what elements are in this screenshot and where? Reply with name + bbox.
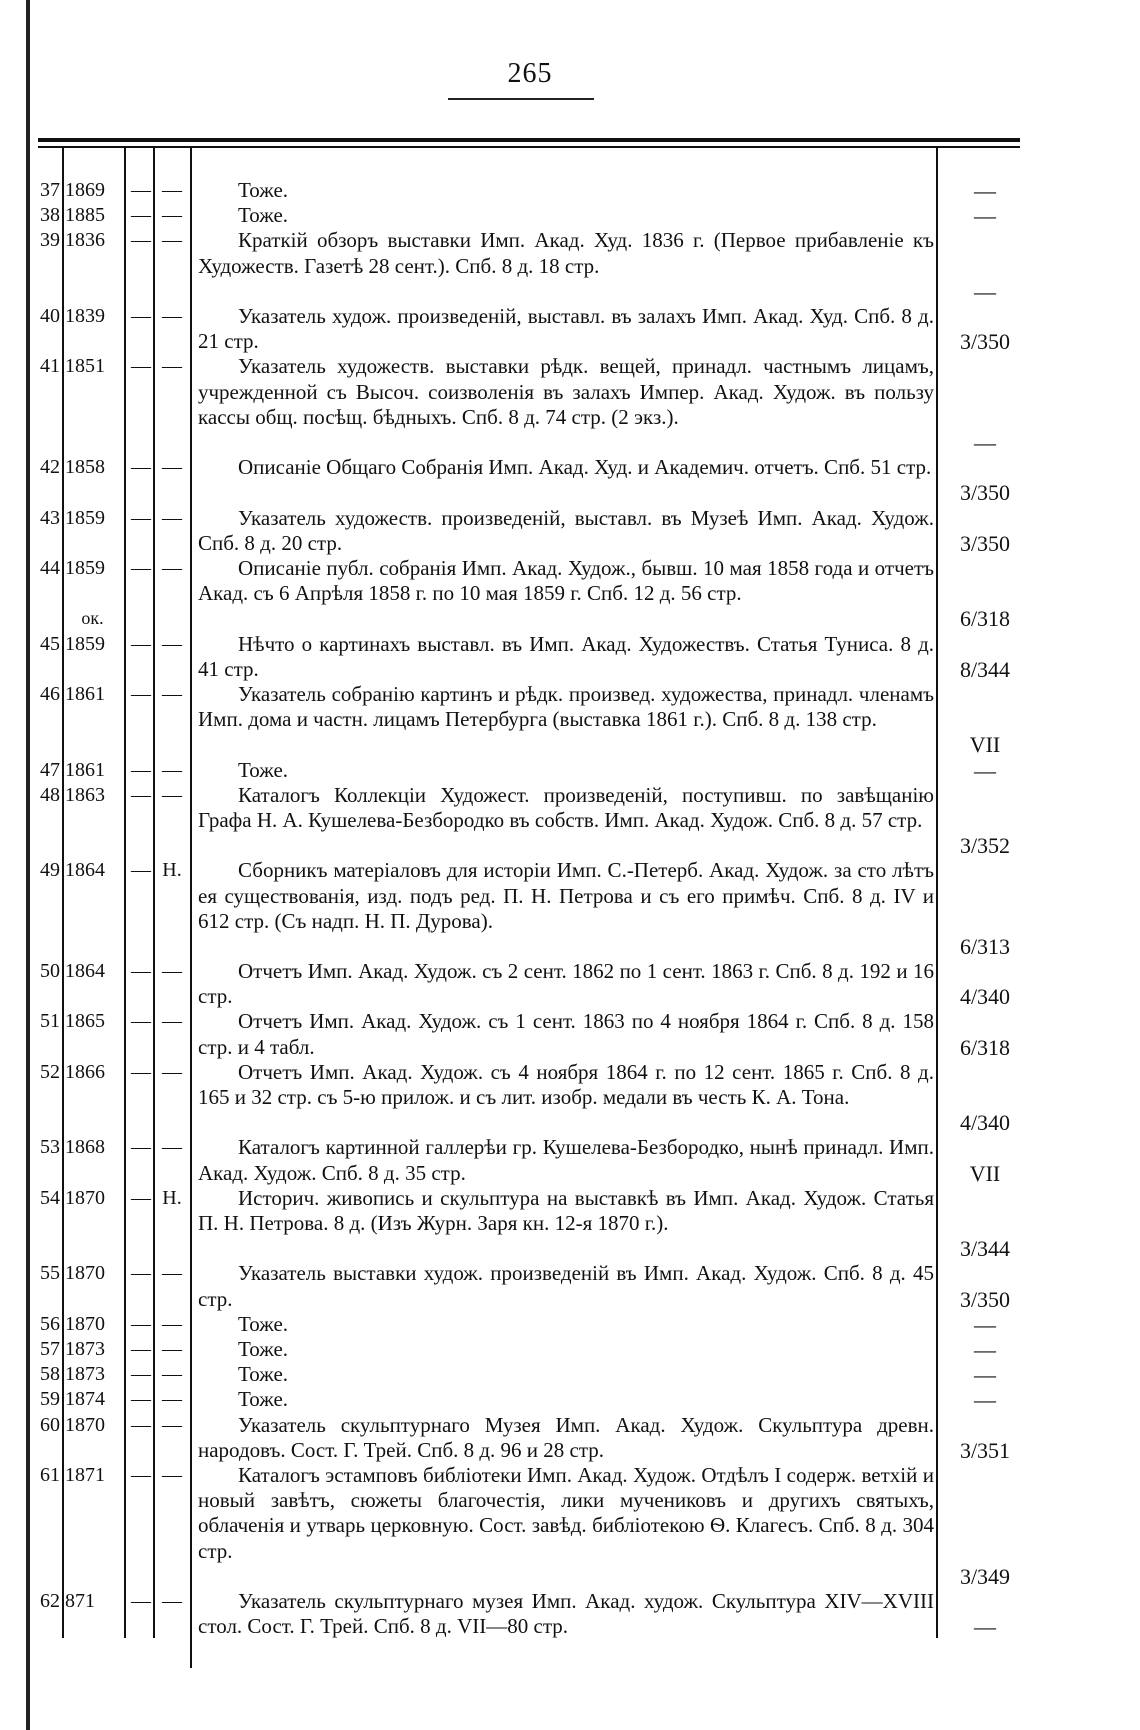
- entry-mark-2: —: [162, 1413, 182, 1436]
- entry-reference: VII: [969, 1160, 1001, 1186]
- table-row: [0, 1186, 1140, 1262]
- entry-description: Указатель скульптурнаго музея Имп. Акад. худож. Скульптура XIV—XVIII стол. Сост. Г. Трей. Спб. 8 д. VII—80 стр.: [198, 1588, 934, 1639]
- entry-mark-2: —: [162, 1338, 182, 1361]
- entry-reference: 6/318: [959, 1034, 1011, 1060]
- entry-mark-1: —: [131, 1312, 151, 1335]
- entry-mark-2: —: [162, 1363, 182, 1386]
- entry-reference: —: [974, 203, 996, 229]
- entry-description: Отчетъ Имп. Акад. Худож. съ 4 ноября 1864 г. по 12 сент. 1865 г. Спб. 8 д. 165 и 32 стр. съ 5-ю прилож. и съ лит. изобр. медали въ честь К. А. Тона.: [198, 1059, 934, 1110]
- entry-description: Краткій обзоръ выставки Имп. Акад. Худ. 1836 г. (Первое прибавленіе къ Художеств. Газетѣ 28 сент.). Спб. 8 д. 18 стр.: [198, 228, 934, 278]
- entry-year: 1870: [65, 1413, 105, 1436]
- entry-number: 60: [40, 1413, 60, 1436]
- entry-year: 1859: [65, 556, 105, 579]
- entry-mark-1: —: [131, 632, 151, 655]
- table-row: [0, 354, 1140, 455]
- entry-mark-2: —: [162, 1388, 182, 1411]
- entry-reference: 3/350: [959, 530, 1011, 556]
- entry-year-cell: [65, 354, 120, 379]
- entry-mark-2: —: [162, 506, 182, 529]
- entry-year-cell: [65, 1135, 120, 1160]
- table-row: [0, 758, 1140, 783]
- table-row: [0, 1337, 1140, 1362]
- page-number: 265: [507, 58, 553, 89]
- entry-year-cell: [65, 556, 120, 581]
- entry-mark-1: —: [131, 1136, 151, 1159]
- table-row: [0, 1261, 1140, 1311]
- entry-number: 41: [40, 355, 60, 378]
- entry-mark-1: —: [131, 1413, 151, 1436]
- entry-description: Указатель собранію картинъ и рѣдк. произвед. художества, принадл. членамъ Имп. дома и частн. лицамъ Петербурга (выставка 1861 г.). Спб. 8 д. 138 стр.: [198, 681, 934, 732]
- entry-mark-1: —: [131, 456, 151, 479]
- entry-mark-2: —: [162, 758, 182, 781]
- entry-description: Нѣчто о картинахъ выставл. въ Имп. Акад. Художествъ. Статья Туниса. 8 д. 41 стр.: [198, 631, 934, 681]
- entry-number: 43: [40, 506, 60, 529]
- entry-reference: 3/344: [959, 1236, 1011, 1262]
- entry-mark-1: —: [131, 506, 151, 529]
- entry-number: 55: [40, 1262, 60, 1285]
- entry-reference: —: [974, 1387, 996, 1413]
- entry-year-cell: [65, 1337, 120, 1362]
- entry-number: 50: [40, 960, 60, 983]
- entry-year-cell: [65, 178, 120, 203]
- entry-reference: 6/313: [959, 933, 1011, 959]
- entry-reference: VII: [969, 732, 1001, 758]
- entry-description: Описаніе публ. собранія Имп. Акад. Худож., бывш. 10 мая 1858 года и отчетъ Акад. съ 6 Апрѣля 1858 г. по 10 мая 1859 г. Спб. 12 д. 56 стр.: [198, 555, 934, 606]
- entry-reference: 3/349: [959, 1563, 1011, 1589]
- entry-year-cell: [65, 1186, 120, 1211]
- entry-year: 1864: [65, 859, 105, 882]
- entry-year: 1836: [65, 229, 105, 252]
- entry-reference: —: [974, 1362, 996, 1388]
- entry-mark-2: —: [162, 204, 182, 227]
- table-row: [0, 1060, 1140, 1136]
- entry-mark-2: —: [162, 1060, 182, 1083]
- entry-year-cell: [65, 506, 120, 531]
- entry-year: 1871: [65, 1463, 105, 1486]
- entry-reference: 3/350: [959, 1286, 1011, 1312]
- entry-year: 1859: [65, 632, 105, 655]
- entry-mark-2: —: [162, 1589, 182, 1612]
- entry-year: 1885: [65, 204, 105, 227]
- table-row: [0, 556, 1140, 632]
- entry-mark-1: —: [131, 179, 151, 201]
- entry-mark-1: —: [131, 556, 151, 579]
- entry-mark-1: —: [131, 960, 151, 983]
- table-row: [0, 1413, 1140, 1463]
- entry-reference: 4/340: [959, 984, 1011, 1010]
- entry-reference: —: [974, 178, 996, 203]
- entry-number: 42: [40, 456, 60, 479]
- entry-mark-2: —: [162, 682, 182, 705]
- entry-description: Тоже.: [238, 203, 289, 228]
- entry-mark-2: —: [162, 304, 182, 327]
- entry-number: 56: [40, 1312, 60, 1335]
- entry-mark-2: —: [162, 783, 182, 806]
- entry-number: 38: [40, 204, 60, 227]
- entry-mark-1: —: [131, 204, 151, 227]
- table-row: [0, 959, 1140, 1009]
- entry-description: Тоже.: [238, 1362, 289, 1387]
- entry-mark-2: Н.: [162, 1186, 182, 1209]
- entry-year: 1851: [65, 355, 105, 378]
- entry-year: 1859: [65, 506, 105, 529]
- entry-number: 61: [40, 1463, 60, 1486]
- entry-description: Тоже.: [238, 1337, 289, 1362]
- catalog-table: [0, 178, 1140, 1639]
- entry-year-cell: [65, 455, 120, 480]
- entry-mark-1: —: [131, 229, 151, 252]
- entry-year: 1864: [65, 960, 105, 983]
- entry-description: Указатель худож. произведеній, выставл. въ залахъ Имп. Акад. Худ. Спб. 8 д. 21 стр.: [198, 303, 934, 354]
- entry-reference: 3/352: [959, 833, 1011, 859]
- entry-number: 40: [40, 304, 60, 327]
- table-row: [0, 1135, 1140, 1185]
- entry-year-cell: [65, 1060, 120, 1085]
- entry-mark-1: —: [131, 1363, 151, 1386]
- table-row: [0, 1362, 1140, 1387]
- entry-mark-1: —: [131, 783, 151, 806]
- entry-mark-2: —: [162, 556, 182, 579]
- table-row: [0, 203, 1140, 228]
- entry-year: 1861: [65, 758, 105, 781]
- entry-year: 1863: [65, 783, 105, 806]
- entry-description: Тоже.: [238, 1387, 289, 1412]
- entry-mark-2: —: [162, 1463, 182, 1486]
- table-row: [0, 1387, 1140, 1412]
- entry-year-cell: [65, 1463, 120, 1488]
- entry-reference: 4/340: [959, 1110, 1011, 1136]
- entry-reference: 3/350: [959, 329, 1011, 355]
- entry-description: Тоже.: [238, 178, 289, 202]
- entry-mark-1: —: [131, 1060, 151, 1083]
- entry-mark-1: —: [131, 1010, 151, 1033]
- entry-year: 1873: [65, 1338, 105, 1361]
- header-rule-thin: [38, 146, 1020, 148]
- entry-reference: —: [974, 1614, 996, 1640]
- table-row: [0, 682, 1140, 758]
- entry-number: 44: [40, 556, 60, 579]
- table-row: [0, 783, 1140, 859]
- entry-reference: —: [974, 1337, 996, 1363]
- table-row: [0, 178, 1140, 203]
- entry-number: 47: [40, 758, 60, 781]
- page-number-rule: [448, 98, 594, 100]
- entry-year-cell: [65, 608, 120, 657]
- entry-mark-2: —: [162, 229, 182, 252]
- entry-year: 1873: [65, 1363, 105, 1386]
- entry-reference: —: [974, 278, 996, 304]
- entry-number: 59: [40, 1388, 60, 1411]
- entry-mark-1: —: [131, 1186, 151, 1209]
- entry-reference: 3/351: [959, 1437, 1011, 1463]
- table-row: [0, 455, 1140, 505]
- entry-year: 1868: [65, 1136, 105, 1159]
- entry-year-cell: [65, 1413, 120, 1438]
- entry-year: 1861: [65, 682, 105, 705]
- entry-mark-1: —: [131, 1463, 151, 1486]
- entry-mark-2: —: [162, 632, 182, 655]
- entry-number: 53: [40, 1136, 60, 1159]
- entry-year-cell: [65, 758, 120, 783]
- entry-year-cell: [65, 203, 120, 228]
- table-row: [0, 1589, 1140, 1639]
- entry-mark-1: —: [131, 1589, 151, 1612]
- entry-number: 52: [40, 1060, 60, 1083]
- entry-number: 37: [40, 179, 60, 201]
- entry-reference: 8/344: [959, 656, 1011, 682]
- entry-description: Указатель выставки худож. произведеній въ Имп. Акад. Худож. Спб. 8 д. 45 стр.: [198, 1261, 934, 1311]
- entry-mark-2: —: [162, 960, 182, 983]
- entry-year-cell: [65, 1362, 120, 1387]
- table-row: [0, 858, 1140, 959]
- entry-description: Тоже.: [238, 1311, 289, 1336]
- entry-reference: 6/318: [959, 606, 1011, 632]
- entry-mark-1: —: [131, 758, 151, 781]
- entry-mark-2: —: [162, 355, 182, 378]
- table-row: [0, 1312, 1140, 1337]
- entry-year-cell: [65, 1312, 120, 1337]
- entry-year: 1870: [65, 1312, 105, 1335]
- entry-mark-2: Н.: [162, 859, 182, 882]
- entry-year-cell: [65, 304, 120, 329]
- entry-number: 51: [40, 1010, 60, 1033]
- entry-mark-1: —: [131, 682, 151, 705]
- entry-reference: —: [974, 1311, 996, 1337]
- entry-year-cell: [65, 228, 120, 253]
- entry-description: Историч. живопись и скульптура на выставкѣ въ Имп. Акад. Худож. Статья П. Н. Петрова. 8 д. (Изъ Журн. Заря кн. 12-я 1870 г.).: [198, 1185, 934, 1236]
- entry-year-cell: [65, 1589, 120, 1614]
- entry-mark-2: —: [162, 456, 182, 479]
- entry-year: 871: [65, 1589, 95, 1612]
- entry-number: 54: [40, 1186, 60, 1209]
- entry-number: 46: [40, 682, 60, 705]
- entry-year-cell: [65, 783, 120, 808]
- entry-year-cell: [65, 682, 120, 707]
- entry-mark-1: —: [131, 859, 151, 882]
- header-rule: [38, 138, 1020, 142]
- entry-description: Отчетъ Имп. Акад. Худож. съ 2 сент. 1862 по 1 сент. 1863 г. Спб. 8 д. 192 и 16 стр.: [198, 959, 934, 1009]
- entry-mark-1: —: [131, 1388, 151, 1411]
- year-prefix: ок.: [81, 608, 104, 629]
- entry-description: Тоже.: [238, 757, 289, 782]
- entry-year: 1866: [65, 1060, 105, 1083]
- table-row: [0, 304, 1140, 354]
- entry-mark-1: —: [131, 355, 151, 378]
- table-row: [0, 228, 1140, 304]
- entry-year: 1858: [65, 456, 105, 479]
- entry-description: Каталогъ картинной галлерѣи гр. Кушелева-Безбородко, нынѣ принадл. Имп. Акад. Худож. Спб. 8 д. 35 стр.: [198, 1135, 934, 1185]
- entry-year-cell: [65, 1009, 120, 1034]
- entry-mark-1: —: [131, 1262, 151, 1285]
- table-row: [0, 506, 1140, 556]
- entry-number: 62: [40, 1589, 60, 1612]
- entry-mark-2: —: [162, 1262, 182, 1285]
- entry-description: Каталогъ эстамповъ библіотеки Имп. Акад. Худож. Отдѣлъ I содерж. ветхій и новый завѣтъ, сюжеты благочестія, лики мучениковъ и другихъ святыхъ, облаченія и утварь церковную. Сост. завѣд. библіотекою Ѳ. Клагесъ. Спб. 8 д. 304 стр.: [198, 1462, 934, 1563]
- entry-mark-2: —: [162, 179, 182, 201]
- entry-mark-1: —: [131, 1338, 151, 1361]
- entry-year: 1869: [65, 179, 105, 201]
- table-row: [0, 1463, 1140, 1589]
- entry-description: Сборникъ матеріаловъ для исторіи Имп. С.-Петерб. Акад. Худож. за сто лѣтъ ея существованія, изд. подъ ред. П. Н. Петрова и съ его примѣч. Спб. 8 д. IV и 612 стр. (Съ надп. Н. П. Дурова).: [198, 858, 934, 933]
- entry-year: 1865: [65, 1010, 105, 1033]
- entry-description: Указатель художеств. произведеній, выставл. въ Музеѣ Имп. Акад. Худож. Спб. 8 д. 20 стр.: [198, 505, 934, 555]
- entry-year-cell: [65, 959, 120, 984]
- table-row: [0, 1009, 1140, 1059]
- entry-year: 1874: [65, 1388, 105, 1411]
- entry-mark-2: —: [162, 1312, 182, 1335]
- entry-description: Указатель художеств. выставки рѣдк. вещей, принадл. частнымъ лицамъ, учрежденной съ Высоч. соизволенія въ залахъ Импер. Акад. Худож. въ пользу кассы общ. посѣщ. бѣдныхъ. Спб. 8 д. 74 стр. (2 экз.).: [198, 354, 934, 429]
- entry-mark-2: —: [162, 1136, 182, 1159]
- entry-number: 48: [40, 783, 60, 806]
- entry-reference: —: [974, 429, 996, 455]
- entry-description: Описаніе Общаго Собранія Имп. Акад. Худ. и Академич. отчетъ. Спб. 51 стр.: [238, 455, 932, 480]
- entry-year: 1870: [65, 1186, 105, 1209]
- entry-description: Каталогъ Коллекціи Художест. произведеній, поступивш. по завѣщанію Графа Н. А. Кушелева-Безбородко въ собств. Имп. Акад. Худож. Спб. 8 д. 57 стр.: [198, 782, 934, 832]
- entry-year-cell: [65, 1387, 120, 1412]
- entry-description: Указатель скульптурнаго Музея Имп. Акад. Худож. Скульптура древн. народовъ. Сост. Г. Трей. Спб. 8 д. 96 и 28 стр.: [198, 1412, 934, 1462]
- entry-number: 57: [40, 1338, 60, 1361]
- entry-mark-1: —: [131, 304, 151, 327]
- entry-mark-2: —: [162, 1010, 182, 1033]
- entry-year: 1839: [65, 304, 105, 327]
- entry-description: Отчетъ Имп. Акад. Худож. съ 1 сент. 1863 по 4 ноября 1864 г. Спб. 8 д. 158 стр. и 4 табл.: [198, 1009, 934, 1059]
- entry-reference: —: [974, 757, 996, 783]
- entry-number: 39: [40, 229, 60, 252]
- entry-number: 49: [40, 859, 60, 882]
- entry-year: 1870: [65, 1262, 105, 1285]
- entry-number: 45: [40, 632, 60, 655]
- entry-number: 58: [40, 1363, 60, 1386]
- entry-year-cell: [65, 858, 120, 883]
- entry-reference: 3/350: [959, 480, 1011, 506]
- entry-year-cell: [65, 1261, 120, 1286]
